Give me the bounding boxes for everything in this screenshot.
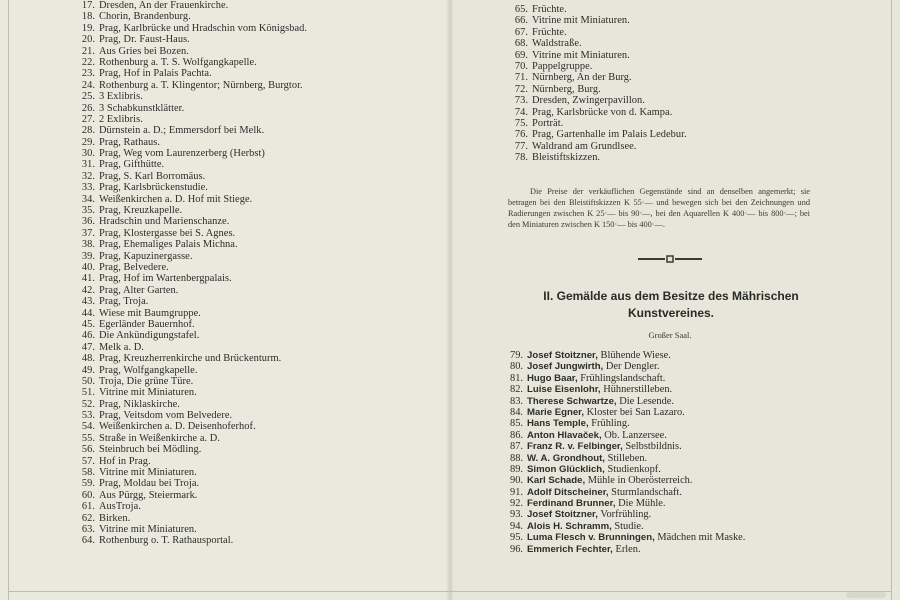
painting-number: 94.: [510, 520, 523, 532]
item-title: Prag, Kreuzkapelle.: [99, 205, 183, 217]
item-number: 51.: [81, 387, 95, 399]
item-number: 45.: [81, 318, 95, 330]
item-number: 28.: [81, 125, 95, 137]
item-title: Prag, Hof im Wartenbergpalais.: [99, 273, 232, 285]
catalogue-item: [512, 15, 687, 26]
painting-title: Mädchen mit Maske.: [657, 532, 746, 544]
item-number: 31.: [81, 159, 95, 171]
catalogue-item: [79, 399, 307, 410]
catalogue-item: [79, 23, 307, 34]
item-title: Prag, Wolfgangkapelle.: [99, 364, 198, 376]
item-number: 69.: [514, 49, 528, 61]
item-title: Prag, Belvedere.: [99, 261, 169, 273]
item-number: 25.: [81, 91, 95, 103]
catalogue-item: [79, 513, 307, 524]
catalogue-item: [79, 0, 307, 11]
painting-number: 86.: [510, 429, 523, 441]
painting-artist: Marie Egner,: [527, 406, 585, 418]
item-number: 75.: [514, 117, 528, 129]
item-title: Vitrine mit Miniaturen.: [99, 523, 197, 535]
catalogue-item: [79, 296, 307, 307]
catalogue-item: [79, 114, 307, 125]
item-number: 77.: [514, 140, 528, 152]
item-title: Prag, Klostergasse bei S. Agnes.: [99, 227, 236, 239]
painting-title: Selbstbildnis.: [625, 441, 682, 453]
item-number: 63.: [81, 523, 95, 535]
painting-number: 90.: [510, 475, 523, 487]
painting-artist: Adolf Ditscheiner,: [527, 486, 609, 498]
catalogue-item: [79, 251, 307, 262]
item-title: Waldstraße.: [532, 38, 582, 50]
item-title: Prag, Gifthütte.: [99, 159, 165, 171]
item-number: 61.: [81, 501, 95, 513]
painting-title: Blühende Wiese.: [600, 350, 671, 361]
catalogue-item: [79, 262, 307, 273]
painting-artist: Josef Jungwirth,: [527, 361, 604, 373]
painting-artist: Alois H. Schramm,: [527, 520, 612, 532]
item-number: 21.: [81, 45, 95, 57]
item-title: Dresden, An der Frauenkirche.: [99, 0, 229, 11]
item-number: 40.: [81, 261, 95, 273]
item-title: Prag, Hof in Palais Pachta.: [99, 68, 212, 80]
item-number: 59.: [81, 478, 95, 490]
catalogue-item: [79, 353, 307, 364]
price-note: Die Preise der verkäuflichen Gegenstände sind an denselben angemerkt; sie betragen bei den Bleistiftskizzen K 55·— und bewegen sich bei den Zeichnungen und Radierungen zwischen K 25·— bis 90·—, bei den Aquarellen K 400·— bis 800·—; bei den Miniaturen zwischen K 150·— bis 400·—.: [508, 187, 810, 229]
painting-number: 82.: [510, 384, 523, 396]
item-number: 47.: [81, 341, 95, 353]
catalogue-item: [79, 91, 307, 102]
item-title: Nürnberg, An der Burg.: [532, 72, 632, 84]
item-title: Früchte.: [532, 26, 567, 38]
item-number: 65.: [514, 4, 528, 15]
item-number: 67.: [514, 26, 528, 38]
painting-title: Der Dengler.: [605, 361, 660, 373]
catalogue-item: [79, 273, 307, 284]
item-title: Rothenburg o. T. Rathausportal.: [99, 535, 234, 547]
painting-artist: Josef Stoitzner,: [527, 509, 598, 521]
catalogue-item: [512, 84, 687, 95]
item-title: Prag, Rathaus.: [99, 136, 161, 148]
painting-title: Stilleben.: [607, 452, 648, 464]
catalogue-item: [79, 535, 307, 546]
painting-artist: Emmerich Fechter,: [527, 543, 613, 555]
catalogue-item: [79, 319, 307, 330]
item-title: Prag, Gartenhalle im Palais Ledebur.: [532, 129, 687, 141]
painting-title: Hühnerstilleben.: [603, 384, 673, 396]
painting-title: Die Mühle.: [618, 498, 666, 510]
painting-item: [505, 532, 745, 543]
catalogue-item: [512, 107, 687, 118]
painting-item: [505, 498, 745, 509]
catalogue-item: [79, 194, 307, 205]
painting-number: 84.: [510, 406, 523, 418]
catalogue-item: [512, 141, 687, 152]
item-number: 19.: [81, 22, 95, 34]
item-title: 3 Exlibris.: [99, 91, 143, 103]
painting-item: [505, 361, 745, 372]
painting-title: Erlen.: [615, 543, 641, 555]
catalogue-item: [79, 330, 307, 341]
paintings-list: [505, 350, 745, 555]
item-title: Vitrine mit Miniaturen.: [99, 387, 197, 399]
section-subheading: Großer Saal.: [648, 330, 692, 340]
item-title: Früchte.: [532, 4, 567, 15]
catalogue-item: [512, 4, 687, 15]
item-number: 71.: [514, 72, 528, 84]
item-title: Birken.: [99, 512, 131, 524]
paper-stain: [846, 592, 886, 598]
item-number: 55.: [81, 432, 95, 444]
item-number: 33.: [81, 182, 95, 194]
item-title: Vitrine mit Miniaturen.: [532, 49, 630, 61]
catalogue-item: [512, 50, 687, 61]
catalogue-item: [79, 171, 307, 182]
divider-ornament: [638, 254, 702, 264]
catalogue-item: [512, 72, 687, 83]
item-title: Weißenkirchen a. D. Deisenhoferhof.: [99, 421, 256, 433]
painting-item: [505, 430, 745, 441]
item-number: 60.: [81, 489, 95, 501]
catalogue-item: [512, 38, 687, 49]
item-number: 66.: [514, 15, 528, 27]
item-number: 52.: [81, 398, 95, 410]
catalogue-list-right: [512, 4, 687, 163]
item-title: Prag, Troja.: [99, 296, 149, 308]
item-title: Vitrine mit Miniaturen.: [532, 15, 630, 27]
painting-item: [505, 373, 745, 384]
catalogue-item: [79, 103, 307, 114]
painting-item: [505, 521, 745, 532]
painting-artist: Josef Stoitzner,: [527, 350, 598, 361]
item-title: Prag, Kapuzinergasse.: [99, 250, 193, 262]
painting-title: Frühling.: [591, 418, 630, 430]
painting-number: 85.: [510, 418, 523, 430]
catalogue-item: [79, 57, 307, 68]
painting-artist: Luise Eisenlohr,: [527, 384, 601, 396]
catalogue-item: [79, 308, 307, 319]
catalogue-item: [79, 421, 307, 432]
catalogue-item: [512, 118, 687, 129]
section-heading: II. Gemälde aus dem Besitze des Mährischen Kunstvereines.: [543, 289, 799, 320]
item-title: Prag, Moldau bei Troja.: [99, 478, 200, 490]
item-number: 43.: [81, 296, 95, 308]
item-number: 35.: [81, 205, 95, 217]
item-number: 73.: [514, 95, 528, 107]
catalogue-item: [79, 228, 307, 239]
item-number: 36.: [81, 216, 95, 228]
painting-artist: Hans Temple,: [527, 418, 589, 430]
catalogue-item: [79, 11, 307, 22]
item-number: 41.: [81, 273, 95, 285]
item-number: 34.: [81, 193, 95, 205]
item-title: 3 Schabkunstklätter.: [99, 102, 185, 114]
item-number: 68.: [514, 38, 528, 50]
painting-title: Ob. Lanzersee.: [604, 429, 667, 441]
item-title: Dresden, Zwingerpavillon.: [532, 95, 645, 107]
catalogue-item: [79, 433, 307, 444]
painting-item: [505, 384, 745, 395]
catalogue-item: [79, 46, 307, 57]
painting-artist: W. A. Grondhout,: [527, 452, 605, 464]
painting-title: Frühlingslandschaft.: [580, 372, 666, 384]
catalogue-item: [79, 34, 307, 45]
item-title: Dürnstein a. D.; Emmersdorf bei Melk.: [99, 125, 265, 137]
item-number: 64.: [81, 535, 95, 547]
painting-title: Kloster bei San Lazaro.: [586, 406, 685, 418]
item-title: Rothenburg a. T. S. Wolfgangkapelle.: [99, 56, 257, 68]
item-number: 53.: [81, 410, 95, 422]
painting-artist: Franz R. v. Felbinger,: [527, 441, 623, 453]
item-number: 56.: [81, 444, 95, 456]
item-number: 49.: [81, 364, 95, 376]
painting-title: Die Lesende.: [619, 395, 675, 407]
painting-title: Studienkopf.: [607, 463, 661, 475]
item-title: Prag, Niklaskirche.: [99, 398, 180, 410]
item-number: 29.: [81, 136, 95, 148]
catalogue-item: [79, 456, 307, 467]
painting-item: [505, 396, 745, 407]
item-number: 37.: [81, 227, 95, 239]
item-title: Prag, Veitsdom vom Belvedere.: [99, 410, 233, 422]
painting-number: 91.: [510, 486, 523, 498]
painting-number: 83.: [510, 395, 523, 407]
catalogue-item: [79, 239, 307, 250]
painting-number: 96.: [510, 543, 523, 555]
item-title: Bleistiftskizzen.: [532, 152, 601, 164]
item-number: 27.: [81, 113, 95, 125]
item-number: 24.: [81, 79, 95, 91]
item-title: 2 Exlibris.: [99, 113, 143, 125]
painting-artist: Therese Schwartze,: [527, 395, 617, 407]
item-title: Aus Gries bei Bozen.: [99, 45, 189, 57]
catalogue-item: [79, 80, 307, 91]
frame-line-left: [8, 0, 9, 600]
catalogue-item: [79, 444, 307, 455]
catalogue-item: [79, 159, 307, 170]
painting-item: [505, 350, 745, 361]
item-number: 48.: [81, 353, 95, 365]
item-title: Porträt.: [532, 117, 564, 129]
item-title: Aus Pürgg, Steiermark.: [99, 489, 198, 501]
painting-artist: Luma Flesch v. Brunningen,: [527, 532, 655, 544]
frame-line-bottom: [8, 591, 892, 592]
item-title: Prag, Karlsbrückenstudie.: [99, 182, 208, 194]
item-number: 42.: [81, 284, 95, 296]
item-title: Prag, Alter Garten.: [99, 284, 179, 296]
painting-number: 92.: [510, 498, 523, 510]
item-title: Prag, Ehemaliges Palais Michna.: [99, 239, 238, 251]
painting-item: [505, 407, 745, 418]
item-title: Vitrine mit Miniaturen.: [99, 467, 197, 479]
catalogue-item: [79, 205, 307, 216]
item-number: 26.: [81, 102, 95, 114]
item-title: Chorin, Brandenburg.: [99, 11, 191, 23]
item-title: Prag, Weg vom Laurenzerberg (Herbst): [99, 148, 265, 160]
painting-number: 93.: [510, 509, 523, 521]
catalogue-item: [512, 129, 687, 140]
item-title: AusTroja.: [99, 501, 141, 513]
painting-artist: Ferdinand Brunner,: [527, 498, 616, 510]
catalogue-item: [79, 410, 307, 421]
item-number: 72.: [514, 83, 528, 95]
frame-line-right: [891, 0, 892, 600]
catalogue-item: [79, 467, 307, 478]
item-title: Melk a. D.: [99, 341, 144, 353]
catalogue-item: [79, 137, 307, 148]
item-title: Egerländer Bauernhof.: [99, 318, 195, 330]
item-number: 30.: [81, 148, 95, 160]
painting-item: [505, 441, 745, 452]
item-number: 20.: [81, 34, 95, 46]
painting-number: 80.: [510, 361, 523, 373]
item-number: 17.: [81, 0, 95, 11]
painting-artist: Karl Schade,: [527, 475, 586, 487]
catalogue-item: [79, 478, 307, 489]
catalogue-item: [79, 365, 307, 376]
item-number: 38.: [81, 239, 95, 251]
item-title: Waldrand am Grundlsee.: [532, 140, 637, 152]
item-number: 32.: [81, 170, 95, 182]
painting-item: [505, 544, 745, 555]
item-title: Weißenkirchen a. D. Hof mit Stiege.: [99, 193, 253, 205]
item-title: Pappelgruppe.: [532, 60, 593, 72]
painting-number: 81.: [510, 372, 523, 384]
painting-title: Vorfrühling.: [600, 509, 652, 521]
item-title: Prag, Karlbrücke und Hradschin vom Königsbad.: [99, 22, 307, 34]
item-number: 50.: [81, 375, 95, 387]
item-title: Prag, Karlsbrücke von d. Kampa.: [532, 106, 673, 118]
painting-item: [505, 487, 745, 498]
painting-title: Sturmlandschaft.: [611, 486, 682, 498]
item-number: 62.: [81, 512, 95, 524]
catalogue-item: [79, 490, 307, 501]
catalogue-item: [79, 501, 307, 512]
item-title: Prag, S. Karl Borromäus.: [99, 170, 206, 182]
item-title: Prag, Dr. Faust-Haus.: [99, 34, 190, 46]
catalogue-item: [512, 61, 687, 72]
painting-item: [505, 509, 745, 520]
item-number: 76.: [514, 129, 528, 141]
catalogue-item: [512, 95, 687, 106]
catalogue-item: [79, 68, 307, 79]
page-fold: [446, 0, 454, 600]
painting-title: Studie.: [614, 520, 644, 532]
painting-number: 95.: [510, 532, 523, 544]
catalogue-item: [79, 387, 307, 398]
item-number: 78.: [514, 152, 528, 164]
item-number: 18.: [81, 11, 95, 23]
painting-item: [505, 464, 745, 475]
catalogue-item: [79, 125, 307, 136]
catalogue-item: [79, 148, 307, 159]
painting-title: Mühle in Oberösterreich.: [587, 475, 693, 487]
item-title: Hradschin und Marienschanze.: [99, 216, 230, 228]
catalogue-item: [79, 376, 307, 387]
item-number: 46.: [81, 330, 95, 342]
item-title: Nürnberg, Burg.: [532, 83, 601, 95]
catalogue-item: [79, 342, 307, 353]
painting-number: 87.: [510, 441, 523, 453]
item-title: Rothenburg a. T. Klingentor; Nürnberg, Burgtor.: [99, 79, 303, 91]
item-title: Steinbruch bei Mödling.: [99, 444, 202, 456]
painting-artist: Anton Hlavaček,: [527, 429, 602, 441]
catalogue-item: [79, 285, 307, 296]
catalogue-item: [512, 152, 687, 163]
item-number: 70.: [514, 60, 528, 72]
painting-artist: Simon Glücklich,: [527, 463, 605, 475]
item-number: 74.: [514, 106, 528, 118]
painting-item: [505, 453, 745, 464]
item-number: 23.: [81, 68, 95, 80]
item-number: 58.: [81, 467, 95, 479]
painting-number: 88.: [510, 452, 523, 464]
painting-item: [505, 418, 745, 429]
painting-item: [505, 475, 745, 486]
item-number: 22.: [81, 56, 95, 68]
item-title: Prag, Kreuzherrenkirche und Brückenturm.: [99, 353, 282, 365]
painting-artist: Hugo Baar,: [527, 372, 578, 384]
item-title: Wiese mit Baumgruppe.: [99, 307, 201, 319]
item-number: 54.: [81, 421, 95, 433]
catalogue-item: [79, 524, 307, 535]
item-title: Straße in Weißenkirche a. D.: [99, 432, 220, 444]
catalogue-list-left: [79, 0, 307, 547]
painting-number: 79.: [510, 350, 523, 361]
item-number: 57.: [81, 455, 95, 467]
item-title: Die Ankündigungstafel.: [99, 330, 200, 342]
item-title: Troja, Die grüne Türe.: [99, 375, 194, 387]
catalogue-item: [79, 182, 307, 193]
catalogue-item: [79, 216, 307, 227]
painting-number: 89.: [510, 463, 523, 475]
item-number: 39.: [81, 250, 95, 262]
catalogue-item: [512, 27, 687, 38]
item-number: 44.: [81, 307, 95, 319]
item-title: Hof in Prag.: [99, 455, 151, 467]
